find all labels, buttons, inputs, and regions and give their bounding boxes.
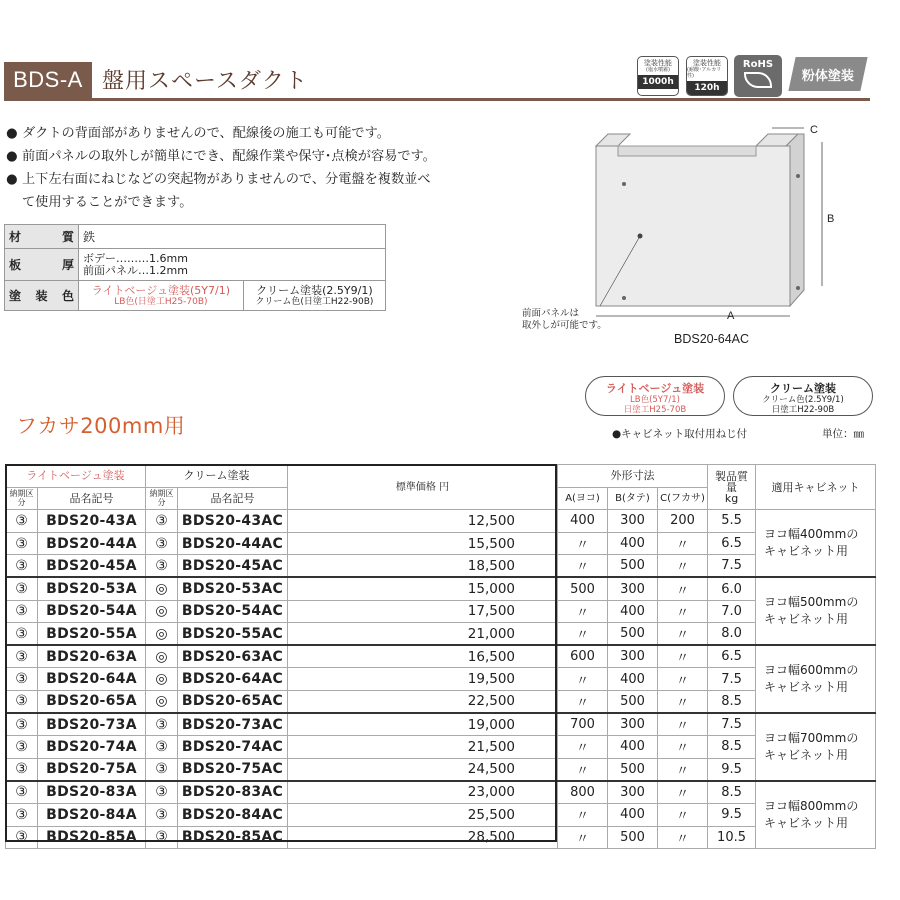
delivery-class-cream: ◎ — [146, 668, 178, 691]
mass-value: 6.5 — [708, 645, 756, 668]
dim-a-value: 〃 — [558, 758, 608, 781]
section-title: フカサ200mm用 — [16, 414, 186, 438]
dim-a-value: 700 — [558, 713, 608, 736]
table-row — [6, 713, 876, 736]
product-code-beige: BDS20-75A — [38, 758, 146, 781]
product-code-beige: BDS20-55A — [38, 623, 146, 646]
applicable-cabinet: ヨコ幅700mmの キャビネット用 — [756, 713, 876, 781]
screw-note: ●キャビネット取付用ねじ付 — [612, 428, 748, 440]
product-code-cream: BDS20-54AC — [178, 600, 288, 623]
mass-value: 7.5 — [708, 713, 756, 736]
product-code-cream: BDS20-64AC — [178, 668, 288, 691]
page-title: 盤用スペースダクト — [102, 69, 308, 94]
dim-a-value: 〃 — [558, 826, 608, 849]
dim-b-value: 300 — [608, 577, 658, 600]
standard-price: 16,500 — [288, 645, 558, 668]
mass-value: 7.5 — [708, 555, 756, 578]
delivery-class-beige: ③ — [6, 781, 38, 804]
delivery-class-cream: ③ — [146, 803, 178, 826]
product-code-cream: BDS20-74AC — [178, 736, 288, 759]
mass-value: 7.0 — [708, 600, 756, 623]
mass-value: 10.5 — [708, 826, 756, 849]
mass-value: 8.5 — [708, 736, 756, 759]
dim-a-value: 〃 — [558, 668, 608, 691]
dim-a-value: 〃 — [558, 690, 608, 713]
product-code-beige: BDS20-83A — [38, 781, 146, 804]
dim-c-value: 〃 — [658, 781, 708, 804]
col-dim-b: B(タテ) — [608, 487, 658, 510]
mass-value: 9.5 — [708, 803, 756, 826]
col-group-cream: クリーム塗装 — [146, 465, 288, 488]
delivery-class-cream: ◎ — [146, 600, 178, 623]
delivery-class-cream: ◎ — [146, 645, 178, 668]
col-delivery-cream: 納期区分 — [146, 487, 178, 510]
standard-price: 19,500 — [288, 668, 558, 691]
standard-price: 15,500 — [288, 532, 558, 555]
table-row — [6, 758, 876, 781]
panel-callout: 前面パネルは 取外しが可能です。 — [522, 308, 607, 331]
delivery-class-beige: ③ — [6, 600, 38, 623]
applicable-cabinet: ヨコ幅400mmの キャビネット用 — [756, 510, 876, 578]
list-item-continuation: て使用することができます。 — [22, 195, 193, 210]
col-dim-a: A(ヨコ) — [558, 487, 608, 510]
standard-price: 15,000 — [288, 577, 558, 600]
product-code-beige: BDS20-45A — [38, 555, 146, 578]
color-label: 塗装色 — [5, 281, 79, 311]
col-dim-c: C(フカサ) — [658, 487, 708, 510]
thickness-body: ボデー………1.6mm — [83, 251, 188, 265]
dim-b-value: 500 — [608, 690, 658, 713]
delivery-class-beige: ③ — [6, 623, 38, 646]
dim-b-value: 500 — [608, 555, 658, 578]
dim-c-value: 〃 — [658, 713, 708, 736]
delivery-class-beige: ③ — [6, 690, 38, 713]
delivery-class-beige: ③ — [6, 803, 38, 826]
col-group-beige: ライトベージュ塗装 — [6, 465, 146, 488]
duct-illustration — [560, 120, 860, 330]
product-code-beige: BDS20-54A — [38, 600, 146, 623]
product-code-beige: BDS20-65A — [38, 690, 146, 713]
dim-b-value: 400 — [608, 600, 658, 623]
delivery-class-beige: ③ — [6, 758, 38, 781]
delivery-class-beige: ③ — [6, 668, 38, 691]
table-row — [6, 577, 876, 600]
dim-a-value: 〃 — [558, 736, 608, 759]
dim-a-value: 400 — [558, 510, 608, 533]
dim-c-value: 200 — [658, 510, 708, 533]
dim-a-value: 〃 — [558, 600, 608, 623]
applicable-cabinet: ヨコ幅500mmの キャビネット用 — [756, 577, 876, 645]
dim-a-value: 600 — [558, 645, 608, 668]
col-mass: 製品質量 kg — [708, 465, 756, 510]
dim-c-value: 〃 — [658, 600, 708, 623]
delivery-class-beige: ③ — [6, 510, 38, 533]
dim-a-value: 〃 — [558, 532, 608, 555]
col-code-beige: 品名記号 — [38, 487, 146, 510]
product-code-cream: BDS20-53AC — [178, 577, 288, 600]
dim-a-value: 〃 — [558, 803, 608, 826]
table-row — [6, 736, 876, 759]
powder-coating-badge: 粉体塗装 — [788, 57, 867, 91]
product-code-beige: BDS20-63A — [38, 645, 146, 668]
standard-price: 23,000 — [288, 781, 558, 804]
product-code-cream: BDS20-63AC — [178, 645, 288, 668]
material-label: 材質 — [5, 225, 79, 249]
standard-price: 12,500 — [288, 510, 558, 533]
mass-value: 7.5 — [708, 668, 756, 691]
cream-color-pill: クリーム塗装 クリーム色(2.5Y9/1) 日塗工H22-90B — [733, 376, 873, 416]
delivery-class-beige: ③ — [6, 645, 38, 668]
dim-b-value: 500 — [608, 758, 658, 781]
dimension-c-label: C — [810, 124, 818, 136]
table-row — [6, 532, 876, 555]
dim-b-value: 300 — [608, 510, 658, 533]
table-row — [6, 645, 876, 668]
table-row — [6, 803, 876, 826]
spec-table — [4, 224, 386, 311]
dim-b-value: 300 — [608, 645, 658, 668]
delivery-class-beige: ③ — [6, 555, 38, 578]
standard-price: 22,500 — [288, 690, 558, 713]
product-code-cream: BDS20-73AC — [178, 713, 288, 736]
product-table — [5, 464, 876, 849]
col-code-cream: 品名記号 — [178, 487, 288, 510]
leaf-icon — [744, 72, 772, 88]
product-code-cream: BDS20-75AC — [178, 758, 288, 781]
dim-a-value: 800 — [558, 781, 608, 804]
delivery-class-cream: ③ — [146, 826, 178, 849]
dim-c-value: 〃 — [658, 826, 708, 849]
dim-c-value: 〃 — [658, 623, 708, 646]
mass-value: 8.5 — [708, 781, 756, 804]
mass-value: 6.0 — [708, 577, 756, 600]
dim-c-value: 〃 — [658, 758, 708, 781]
dim-b-value: 400 — [608, 803, 658, 826]
dim-c-value: 〃 — [658, 645, 708, 668]
list-item: ● 上下左右面にねじなどの突起物がありませんので、分電盤を複数並べ — [6, 172, 431, 187]
dim-c-value: 〃 — [658, 577, 708, 600]
mass-value: 9.5 — [708, 758, 756, 781]
dim-c-value: 〃 — [658, 736, 708, 759]
standard-price: 21,500 — [288, 736, 558, 759]
product-code-beige: BDS20-85A — [38, 826, 146, 849]
product-code-cream: BDS20-85AC — [178, 826, 288, 849]
table-row — [6, 668, 876, 691]
standard-price: 24,500 — [288, 758, 558, 781]
standard-price: 17,500 — [288, 600, 558, 623]
dim-b-value: 300 — [608, 781, 658, 804]
rohs-badge: RoHS — [734, 55, 782, 97]
salt-spray-badge: 塗装性能 (塩水噴霧) 1000h — [637, 56, 679, 96]
table-row — [6, 510, 876, 533]
product-code-cream: BDS20-84AC — [178, 803, 288, 826]
dim-b-value: 500 — [608, 623, 658, 646]
dim-b-value: 500 — [608, 826, 658, 849]
product-code-cream: BDS20-45AC — [178, 555, 288, 578]
delivery-class-cream: ③ — [146, 532, 178, 555]
dim-a-value: 〃 — [558, 555, 608, 578]
product-code-beige: BDS20-44A — [38, 532, 146, 555]
delivery-class-cream: ◎ — [146, 690, 178, 713]
product-code-beige: BDS20-73A — [38, 713, 146, 736]
dimension-b-label: B — [827, 213, 835, 225]
dim-b-value: 400 — [608, 736, 658, 759]
dim-b-value: 300 — [608, 713, 658, 736]
delivery-class-cream: ③ — [146, 736, 178, 759]
dim-b-value: 400 — [608, 668, 658, 691]
standard-price: 18,500 — [288, 555, 558, 578]
standard-price: 19,000 — [288, 713, 558, 736]
dim-a-value: 〃 — [558, 623, 608, 646]
table-row — [6, 600, 876, 623]
delivery-class-cream: ③ — [146, 758, 178, 781]
mass-value: 8.0 — [708, 623, 756, 646]
feature-list — [6, 122, 506, 214]
product-code-cream: BDS20-43AC — [178, 510, 288, 533]
product-code-beige: BDS20-53A — [38, 577, 146, 600]
product-code-beige: BDS20-43A — [38, 510, 146, 533]
mass-value: 5.5 — [708, 510, 756, 533]
standard-price: 21,000 — [288, 623, 558, 646]
product-code-beige: BDS20-74A — [38, 736, 146, 759]
acid-alkali-badge: 塗装性能 (耐酸･アルカリ性) 120h — [686, 56, 728, 96]
dimension-a-label: A — [727, 310, 735, 322]
delivery-class-cream: ③ — [146, 510, 178, 533]
mass-value: 6.5 — [708, 532, 756, 555]
applicable-cabinet: ヨコ幅600mmの キャビネット用 — [756, 645, 876, 713]
delivery-class-beige: ③ — [6, 577, 38, 600]
thickness-label: 板厚 — [5, 249, 79, 281]
delivery-class-beige: ③ — [6, 736, 38, 759]
color2-sub: クリーム色(日塗工H22-90B) — [255, 296, 374, 307]
table-row — [6, 781, 876, 804]
illustration-caption: BDS20-64AC — [674, 332, 750, 346]
dim-b-value: 400 — [608, 532, 658, 555]
beige-color-pill: ライトベージュ塗装 LB色(5Y7/1) 日塗工H25-70B — [585, 376, 725, 416]
product-series-tag: BDS-A — [4, 62, 92, 98]
delivery-class-beige: ③ — [6, 532, 38, 555]
product-code-beige: BDS20-84A — [38, 803, 146, 826]
col-delivery-beige: 納期区分 — [6, 487, 38, 510]
col-application: 適用キャビネット — [756, 465, 876, 510]
product-code-cream: BDS20-83AC — [178, 781, 288, 804]
applicable-cabinet: ヨコ幅800mmの キャビネット用 — [756, 781, 876, 849]
thickness-panel: 前面パネル…1.2mm — [83, 263, 188, 277]
mass-value: 8.5 — [708, 690, 756, 713]
delivery-class-beige: ③ — [6, 713, 38, 736]
color1-sub: LB色(日塗工H25-70B) — [114, 296, 208, 307]
table-row — [6, 623, 876, 646]
list-item: ● ダクトの背面部がありませんので、配線後の施工も可能です。 — [6, 126, 390, 141]
delivery-class-cream: ③ — [146, 781, 178, 804]
color1-name: ライトベージュ塗装(5Y7/1) — [91, 283, 230, 297]
delivery-class-beige: ③ — [6, 826, 38, 849]
delivery-class-cream: ◎ — [146, 577, 178, 600]
product-code-cream: BDS20-55AC — [178, 623, 288, 646]
product-code-beige: BDS20-64A — [38, 668, 146, 691]
material-value: 鉄 — [79, 225, 386, 249]
dim-c-value: 〃 — [658, 555, 708, 578]
standard-price: 28,500 — [288, 826, 558, 849]
dim-c-value: 〃 — [658, 803, 708, 826]
delivery-class-cream: ③ — [146, 555, 178, 578]
unit-label: 単位：㎜ — [822, 428, 864, 440]
dim-c-value: 〃 — [658, 668, 708, 691]
table-row — [6, 826, 876, 849]
delivery-class-cream: ◎ — [146, 623, 178, 646]
product-code-cream: BDS20-65AC — [178, 690, 288, 713]
header-divider — [4, 98, 870, 101]
dim-c-value: 〃 — [658, 532, 708, 555]
delivery-class-cream: ③ — [146, 713, 178, 736]
list-item: ● 前面パネルの取外しが簡単にでき、配線作業や保守･点検が容易です。 — [6, 149, 436, 164]
dim-a-value: 500 — [558, 577, 608, 600]
dim-c-value: 〃 — [658, 690, 708, 713]
table-row — [6, 555, 876, 578]
col-price: 標準価格 円 — [288, 465, 558, 510]
standard-price: 25,500 — [288, 803, 558, 826]
col-dimensions: 外形寸法 — [558, 465, 708, 488]
color2-name: クリーム塗装(2.5Y9/1) — [256, 283, 373, 297]
table-row — [6, 690, 876, 713]
product-code-cream: BDS20-44AC — [178, 532, 288, 555]
